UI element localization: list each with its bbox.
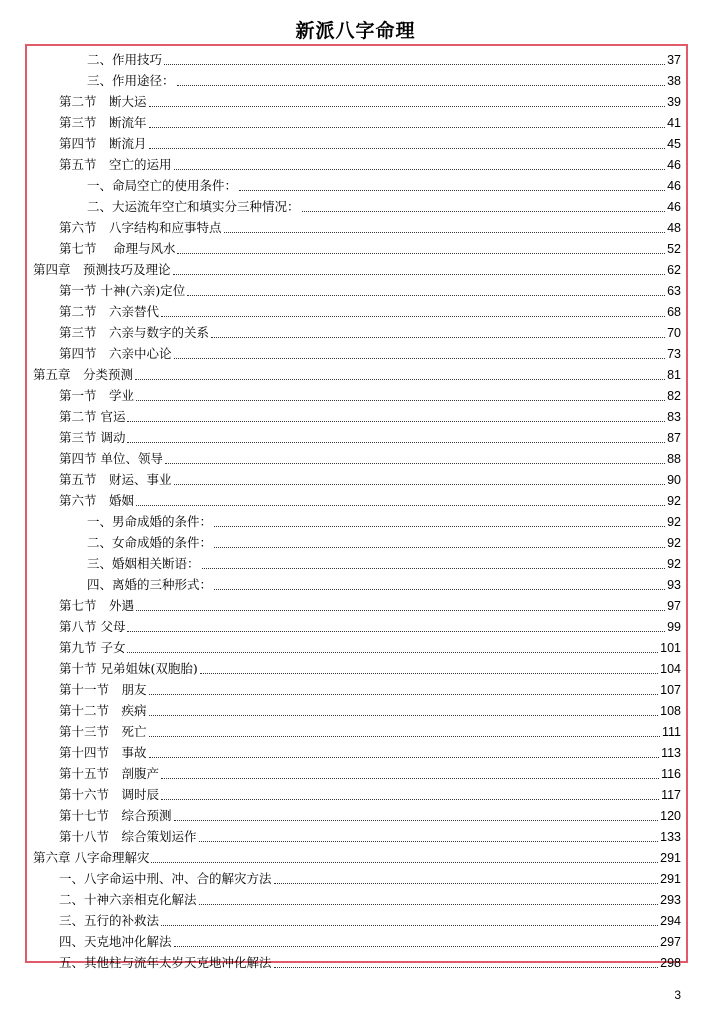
toc-entry-page: 73 xyxy=(667,347,681,361)
toc-dot-leader xyxy=(151,862,658,863)
toc-entry[interactable] xyxy=(33,426,681,447)
toc-entry[interactable] xyxy=(33,930,681,951)
toc-entry-label: 第六章 八字命理解灾 xyxy=(33,850,150,865)
toc-entry-page: 99 xyxy=(667,620,681,634)
toc-entry-label: 第四章 预测技巧及理论 xyxy=(33,262,171,277)
toc-entry-label: 第七节 命理与风水 xyxy=(59,241,176,256)
toc-dot-leader xyxy=(149,757,660,758)
toc-entry-page: 97 xyxy=(667,599,681,613)
toc-entry[interactable] xyxy=(33,720,681,741)
toc-dot-leader xyxy=(187,295,665,296)
toc-entry-page: 92 xyxy=(667,515,681,529)
toc-entry-page: 117 xyxy=(661,788,681,802)
toc-dot-leader xyxy=(214,547,665,548)
toc-entry[interactable] xyxy=(33,552,681,573)
toc-entry[interactable] xyxy=(33,216,681,237)
toc-entry[interactable] xyxy=(33,846,681,867)
toc-entry[interactable] xyxy=(33,342,681,363)
toc-entry-page: 298 xyxy=(660,956,681,970)
toc-dot-leader xyxy=(202,568,666,569)
toc-entry[interactable] xyxy=(33,678,681,699)
toc-entry-label: 第二节 六亲替代 xyxy=(59,304,160,319)
toc-entry-page: 45 xyxy=(667,137,681,151)
toc-entry-page: 41 xyxy=(667,116,681,130)
toc-dot-leader xyxy=(214,526,665,527)
toc-entry-page: 52 xyxy=(667,242,681,256)
toc-entry-label: 第十二节 疾病 xyxy=(59,703,147,718)
toc-entry[interactable] xyxy=(33,69,681,90)
toc-entry-label: 三、作用途径： xyxy=(87,73,175,88)
toc-entry[interactable] xyxy=(33,174,681,195)
toc-entry-label: 第十四节 事故 xyxy=(59,745,147,760)
toc-entry-page: 108 xyxy=(660,704,681,718)
toc-entry-label: 第二节 官运 xyxy=(59,409,126,424)
toc-entry-label: 第四节 断流月 xyxy=(59,136,147,151)
toc-entry-page: 116 xyxy=(661,767,681,781)
toc-entry-page: 46 xyxy=(667,158,681,172)
toc-entry[interactable] xyxy=(33,867,681,888)
toc-entry-label: 三、五行的补救法 xyxy=(59,913,160,928)
toc-entry-label: 四、天克地冲化解法 xyxy=(59,934,172,949)
toc-entry-label: 第三节 六亲与数字的关系 xyxy=(59,325,210,340)
toc-entry-label: 第六节 八字结构和应事特点 xyxy=(59,220,222,235)
toc-entry[interactable] xyxy=(33,741,681,762)
toc-entry-label: 第十三节 死亡 xyxy=(59,724,147,739)
toc-entry-page: 63 xyxy=(667,284,681,298)
toc-entry-page: 133 xyxy=(660,830,681,844)
toc-entry[interactable] xyxy=(33,636,681,657)
toc-entry-label: 第十八节 综合策划运作 xyxy=(59,829,197,844)
toc-dot-leader xyxy=(136,400,665,401)
document-title: 新派八字命理 xyxy=(295,20,416,42)
toc-entry-label: 第十五节 剖腹产 xyxy=(59,766,160,781)
toc-dot-leader xyxy=(127,421,665,422)
toc-entry-page: 46 xyxy=(667,179,681,193)
toc-entry-label: 四、离婚的三种形式： xyxy=(87,577,213,592)
toc-dot-leader xyxy=(302,211,666,212)
toc-entry-page: 90 xyxy=(667,473,681,487)
toc-entry[interactable] xyxy=(33,783,681,804)
toc-dot-leader xyxy=(161,778,659,779)
toc-entry-label: 第十六节 调时辰 xyxy=(59,787,160,802)
toc-entry[interactable] xyxy=(33,321,681,342)
toc-entry-label: 二、作用技巧 xyxy=(87,52,163,67)
toc-entry-label: 二、大运流年空亡和填实分三种情况： xyxy=(87,199,300,214)
toc-entry-page: 48 xyxy=(667,221,681,235)
page-number: 3 xyxy=(674,988,681,1002)
toc-entry-page: 38 xyxy=(667,74,681,88)
toc-entry[interactable] xyxy=(33,90,681,111)
toc-entry[interactable] xyxy=(33,909,681,930)
toc-entry-label: 三、婚姻相关断语： xyxy=(87,556,200,571)
toc-entry[interactable] xyxy=(33,258,681,279)
toc-entry-page: 92 xyxy=(667,494,681,508)
toc-entry[interactable] xyxy=(33,951,681,972)
toc-entry-page: 39 xyxy=(667,95,681,109)
toc-entry-page: 291 xyxy=(660,851,681,865)
toc-entry[interactable] xyxy=(33,531,681,552)
toc-dot-leader xyxy=(149,127,666,128)
toc-dot-leader xyxy=(274,967,659,968)
toc-dot-leader xyxy=(164,64,665,65)
table-of-contents xyxy=(33,48,681,972)
toc-entry[interactable] xyxy=(33,195,681,216)
toc-dot-leader xyxy=(161,316,665,317)
toc-dot-leader xyxy=(177,85,666,86)
toc-entry[interactable] xyxy=(33,132,681,153)
toc-entry-label: 第五节 财运、事业 xyxy=(59,472,172,487)
toc-entry-page: 87 xyxy=(667,431,681,445)
toc-dot-leader xyxy=(211,337,665,338)
toc-entry[interactable] xyxy=(33,237,681,258)
toc-entry-page: 113 xyxy=(661,746,681,760)
toc-entry-page: 70 xyxy=(667,326,681,340)
toc-entry[interactable] xyxy=(33,762,681,783)
toc-dot-leader xyxy=(149,694,659,695)
toc-entry-page: 92 xyxy=(667,536,681,550)
toc-entry-label: 第五节 空亡的运用 xyxy=(59,157,172,172)
toc-entry-page: 62 xyxy=(667,263,681,277)
toc-entry-label: 第四节 六亲中心论 xyxy=(59,346,172,361)
toc-dot-leader xyxy=(136,505,665,506)
toc-entry-page: 88 xyxy=(667,452,681,466)
toc-entry-label: 第八节 父母 xyxy=(59,619,126,634)
toc-dot-leader xyxy=(239,190,665,191)
toc-entry-label: 第三节 断流年 xyxy=(59,115,147,130)
toc-dot-leader xyxy=(199,841,659,842)
toc-dot-leader xyxy=(224,232,666,233)
toc-dot-leader xyxy=(127,631,665,632)
toc-entry-label: 第十一节 朋友 xyxy=(59,682,147,697)
toc-dot-leader xyxy=(214,589,665,590)
toc-entry-label: 第十节 兄弟姐妹(双胞胎) xyxy=(59,661,198,676)
toc-entry-page: 291 xyxy=(660,872,681,886)
toc-entry-label: 第一节 十神(六亲)定位 xyxy=(59,283,186,298)
toc-entry-page: 111 xyxy=(661,725,681,739)
toc-entry-label: 第四节 单位、领导 xyxy=(59,451,163,466)
toc-entry-label: 第一节 学业 xyxy=(59,388,135,403)
toc-entry[interactable] xyxy=(33,468,681,489)
toc-dot-leader xyxy=(127,442,665,443)
toc-dot-leader xyxy=(174,484,666,485)
toc-dot-leader xyxy=(127,652,658,653)
toc-dot-leader xyxy=(136,610,665,611)
toc-entry[interactable] xyxy=(33,699,681,720)
toc-entry-page: 294 xyxy=(660,914,681,928)
toc-dot-leader xyxy=(165,463,665,464)
toc-entry[interactable] xyxy=(33,300,681,321)
toc-entry[interactable] xyxy=(33,594,681,615)
toc-entry[interactable] xyxy=(33,384,681,405)
toc-entry[interactable] xyxy=(33,363,681,384)
toc-entry[interactable] xyxy=(33,573,681,594)
toc-entry-page: 46 xyxy=(667,200,681,214)
toc-dot-leader xyxy=(173,274,666,275)
toc-dot-leader xyxy=(161,925,658,926)
toc-dot-leader xyxy=(149,715,659,716)
toc-dot-leader xyxy=(174,946,659,947)
toc-entry-label: 第五章 分类预测 xyxy=(33,367,134,382)
toc-entry-label: 一、男命成婚的条件： xyxy=(87,514,213,529)
toc-entry[interactable] xyxy=(33,657,681,678)
toc-entry-page: 68 xyxy=(667,305,681,319)
toc-entry-page: 83 xyxy=(667,410,681,424)
toc-entry-page: 37 xyxy=(667,53,681,67)
toc-dot-leader xyxy=(149,736,660,737)
toc-entry[interactable] xyxy=(33,405,681,426)
toc-entry-page: 81 xyxy=(667,368,681,382)
toc-entry[interactable] xyxy=(33,153,681,174)
toc-entry-label: 第九节 子女 xyxy=(59,640,126,655)
toc-dot-leader xyxy=(174,820,659,821)
toc-entry[interactable] xyxy=(33,111,681,132)
toc-entry-page: 104 xyxy=(660,662,681,676)
toc-dot-leader xyxy=(274,883,659,884)
toc-entry[interactable] xyxy=(33,447,681,468)
toc-dot-leader xyxy=(149,148,666,149)
toc-entry-label: 五、其他柱与流年太岁天克地冲化解法 xyxy=(59,955,272,970)
toc-dot-leader xyxy=(177,253,665,254)
toc-entry-page: 92 xyxy=(667,557,681,571)
toc-entry-page: 82 xyxy=(667,389,681,403)
toc-entry-label: 一、八字命运中刑、冲、合的解灾方法 xyxy=(59,871,272,886)
toc-entry-label: 一、命局空亡的使用条件： xyxy=(87,178,238,193)
toc-entry-page: 107 xyxy=(660,683,681,697)
toc-entry-label: 第七节 外遇 xyxy=(59,598,135,613)
toc-entry-label: 第三节 调动 xyxy=(59,430,126,445)
toc-entry-page: 293 xyxy=(660,893,681,907)
toc-entry-page: 101 xyxy=(660,641,681,655)
toc-entry-label: 第六节 婚姻 xyxy=(59,493,135,508)
toc-entry-page: 93 xyxy=(667,578,681,592)
toc-dot-leader xyxy=(174,169,666,170)
toc-dot-leader xyxy=(199,904,659,905)
toc-dot-leader xyxy=(149,106,666,107)
toc-entry-page: 120 xyxy=(660,809,681,823)
toc-entry[interactable] xyxy=(33,48,681,69)
toc-entry[interactable] xyxy=(33,615,681,636)
toc-entry-label: 第十七节 综合预测 xyxy=(59,808,172,823)
toc-entry-label: 二、女命成婚的条件： xyxy=(87,535,213,550)
toc-dot-leader xyxy=(135,379,665,380)
toc-entry[interactable] xyxy=(33,279,681,300)
toc-dot-leader xyxy=(200,673,658,674)
toc-entry-page: 297 xyxy=(660,935,681,949)
toc-entry-label: 二、十神六亲相克化解法 xyxy=(59,892,197,907)
toc-entry[interactable] xyxy=(33,825,681,846)
toc-entry[interactable] xyxy=(33,510,681,531)
toc-entry[interactable] xyxy=(33,804,681,825)
toc-entry[interactable] xyxy=(33,888,681,909)
toc-dot-leader xyxy=(174,358,666,359)
toc-entry[interactable] xyxy=(33,489,681,510)
toc-dot-leader xyxy=(161,799,659,800)
toc-entry-label: 第二节 断大运 xyxy=(59,94,147,109)
